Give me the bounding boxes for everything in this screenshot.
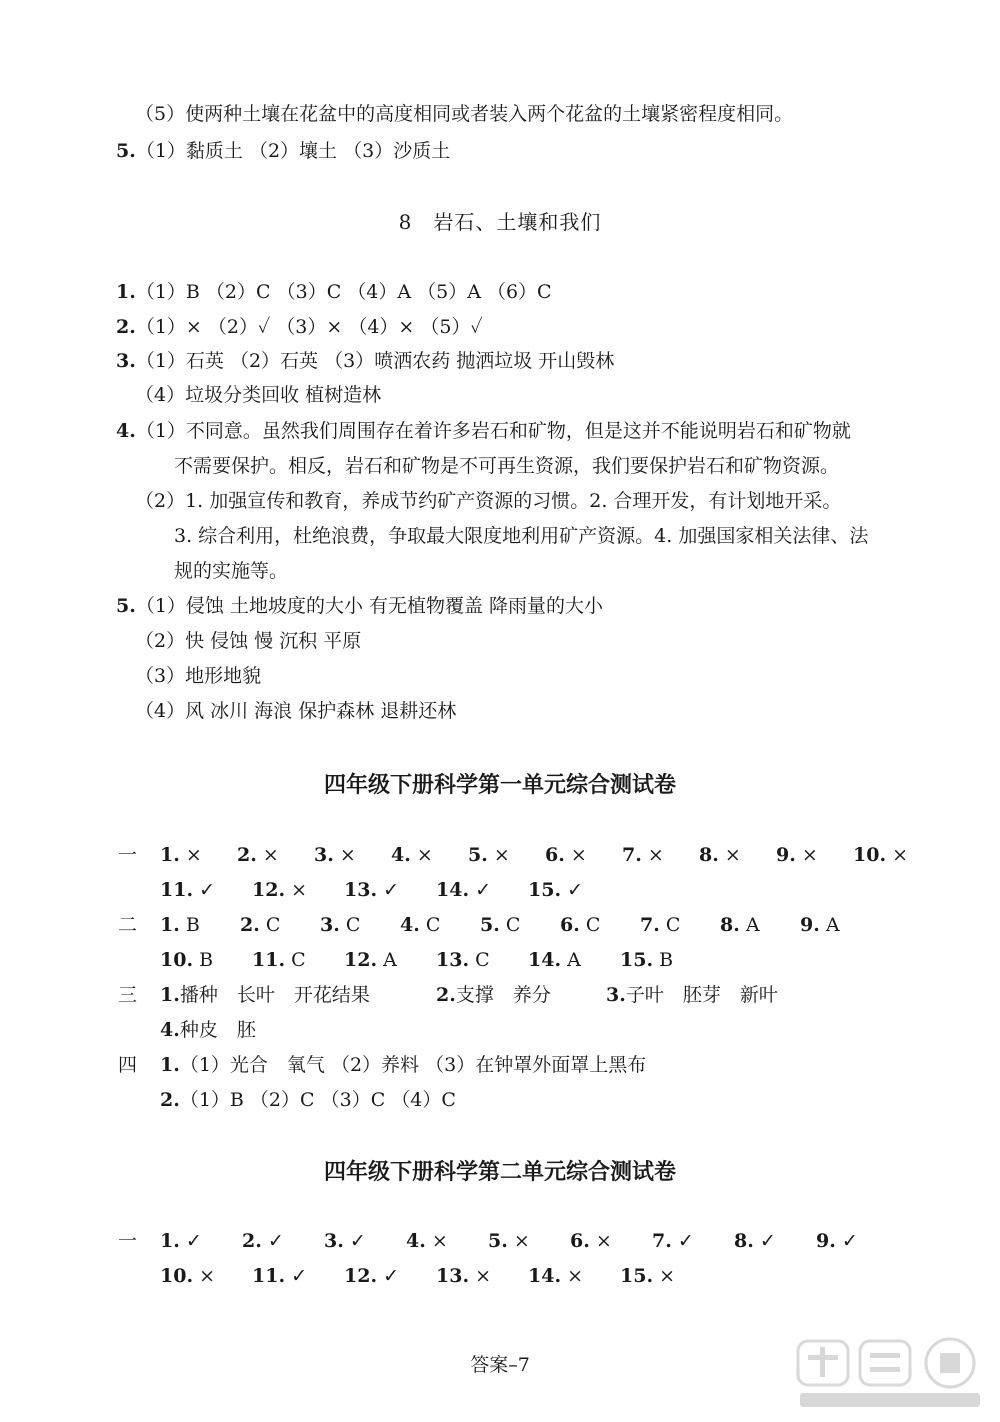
answer-item	[436, 982, 551, 1008]
answer-mark: C	[475, 949, 490, 971]
answer-item	[160, 842, 202, 868]
answer-line: （5）使两种土壤在花盆中的高度相同或者装入两个花盆的土壤紧密程度相同。	[135, 103, 794, 125]
answer-line: 规的实施等。	[174, 560, 289, 582]
question-number: 6.	[570, 1230, 590, 1252]
question-number: 6.	[560, 914, 580, 936]
question-number: 5.	[480, 914, 500, 936]
answer-line	[116, 418, 851, 444]
question-number: 1.	[160, 984, 180, 1006]
question-number: 13.	[436, 949, 470, 971]
answer-item	[800, 912, 840, 938]
question-number: 4.	[116, 420, 136, 442]
answer-item	[699, 842, 741, 868]
answer-item	[480, 912, 520, 938]
answer-mark: ×	[595, 1230, 612, 1252]
answer-mark: ×	[513, 1230, 530, 1252]
part-label: 二	[118, 914, 138, 936]
question-number: 13.	[436, 1265, 470, 1287]
question-number: 1.	[160, 914, 180, 936]
question-number: 10.	[853, 844, 887, 866]
watermark-logo	[790, 1335, 990, 1415]
part-label: 四	[118, 1054, 138, 1076]
answer-mark: ✓	[383, 1265, 399, 1287]
question-number: 15.	[620, 1265, 654, 1287]
answer-item	[160, 877, 215, 903]
answer-item	[252, 947, 306, 973]
answer-text: （1）B （2）C （3）C （4）A （5）A （6）C	[135, 281, 552, 303]
answer-line: （4）垃圾分类回收 植树造林	[135, 384, 382, 406]
answer-item	[528, 877, 583, 903]
part-label: 一	[118, 1230, 138, 1252]
answer-mark: ×	[416, 844, 433, 866]
answer-mark: ×	[567, 1265, 583, 1287]
answer-line	[116, 279, 552, 305]
page-number: 答案–7	[470, 1354, 530, 1376]
answer-item	[640, 912, 680, 938]
part-label: 一	[118, 844, 138, 866]
answer-item	[853, 842, 908, 868]
answer-item	[776, 842, 818, 868]
question-number: 3.	[116, 350, 136, 372]
question-number: 6.	[545, 844, 565, 866]
answer-item	[240, 912, 280, 938]
answer-mark: ×	[185, 844, 202, 866]
answer-mark: ×	[892, 844, 908, 866]
test-title: 四年级下册科学第二单元综合测试卷	[323, 1159, 676, 1185]
answer-item	[160, 947, 213, 973]
answer-item	[620, 947, 673, 973]
question-number: 14.	[528, 949, 562, 971]
answer-text: （1）光合 氧气 （2）养料 （3）在钟罩外面罩上黑布	[179, 1054, 647, 1076]
answer-item	[652, 1228, 694, 1254]
answer-item	[528, 947, 581, 973]
answer-item	[570, 1228, 612, 1254]
answer-line: 不需要保护。相反，岩石和矿物是不可再生资源，我们要保护岩石和矿物资源。	[174, 455, 840, 477]
question-number: 12.	[344, 1265, 378, 1287]
answer-item	[436, 947, 490, 973]
question-number: 9.	[800, 914, 820, 936]
answer-mark: B	[185, 914, 200, 936]
answer-mark: ×	[493, 844, 510, 866]
answer-item	[237, 842, 279, 868]
test-title: 四年级下册科学第一单元综合测试卷	[323, 772, 676, 798]
question-number: 10.	[160, 949, 194, 971]
answer-item	[620, 1263, 675, 1289]
answer-text: （1）侵蚀 土地坡度的大小 有无植物覆盖 降雨量的大小	[135, 595, 604, 617]
question-number: 1.	[160, 1054, 180, 1076]
answer-item	[160, 912, 200, 938]
answer-mark: A	[825, 914, 840, 936]
question-number: 14.	[436, 879, 470, 901]
question-number: 3.	[606, 984, 626, 1006]
question-number: 15.	[620, 949, 654, 971]
answer-line	[116, 348, 614, 374]
answer-item	[436, 877, 491, 903]
question-number: 1.	[116, 281, 136, 303]
answer-item	[160, 1228, 202, 1254]
answer-text: 支撑 养分	[455, 984, 551, 1006]
question-number: 7.	[652, 1230, 672, 1252]
answer-mark: ✓	[841, 1230, 858, 1252]
answer-mark: ×	[570, 844, 587, 866]
answer-line: （3）地形地貌	[135, 665, 262, 687]
answer-item	[160, 1052, 646, 1078]
answer-mark: ✓	[567, 879, 583, 901]
answer-text: （1）石英 （2）石英 （3）喷洒农药 抛洒垃圾 开山毁林	[135, 350, 615, 372]
answer-mark: C	[345, 914, 361, 936]
answer-mark: ×	[262, 844, 279, 866]
question-number: 3.	[324, 1230, 344, 1252]
answer-item	[344, 947, 397, 973]
answer-item	[160, 1263, 215, 1289]
answer-item	[406, 1228, 448, 1254]
answer-mark: ✓	[291, 1265, 307, 1287]
question-number: 2.	[242, 1230, 262, 1252]
answer-mark: ×	[801, 844, 818, 866]
answer-mark: C	[505, 914, 521, 936]
answer-line	[116, 593, 603, 619]
question-number: 3.	[314, 844, 334, 866]
answer-item	[734, 1228, 776, 1254]
answer-item	[468, 842, 510, 868]
answer-mark: B	[659, 949, 674, 971]
answer-mark: ×	[724, 844, 741, 866]
answer-mark: C	[585, 914, 601, 936]
question-number: 8.	[734, 1230, 754, 1252]
question-number: 11.	[252, 949, 286, 971]
answer-text: （1）黏质土 （2）壤土 （3）沙质土	[135, 140, 451, 162]
answer-mark: ×	[291, 879, 307, 901]
answer-line: （2）快 侵蚀 慢 沉积 平原	[135, 630, 362, 652]
answer-item	[816, 1228, 858, 1254]
question-number: 7.	[622, 844, 642, 866]
answer-item	[324, 1228, 366, 1254]
answer-text: （1）× （2）✓ （3）× （4）× （5）✓	[135, 316, 483, 338]
question-number: 9.	[816, 1230, 836, 1252]
question-number: 13.	[344, 879, 378, 901]
answer-line	[116, 138, 450, 164]
answer-mark: ✓	[185, 1230, 202, 1252]
answer-line: 3. 综合利用，杜绝浪费，争取最大限度地利用矿产资源。4. 加强国家相关法律、法	[174, 525, 869, 547]
question-number: 11.	[160, 879, 194, 901]
question-number: 5.	[116, 595, 136, 617]
question-number: 10.	[160, 1265, 194, 1287]
answer-line	[116, 314, 483, 340]
answer-mark: A	[383, 949, 397, 971]
answer-text: 种皮 胚	[179, 1019, 256, 1041]
answer-mark: C	[291, 949, 306, 971]
answer-item	[252, 877, 307, 903]
question-number: 9.	[776, 844, 796, 866]
answer-item	[242, 1228, 284, 1254]
question-number: 4.	[406, 1230, 426, 1252]
question-number: 15.	[528, 879, 562, 901]
answer-mark: ×	[659, 1265, 675, 1287]
question-number: 2.	[237, 844, 257, 866]
answer-item	[344, 877, 399, 903]
answer-item	[320, 912, 360, 938]
answer-item	[160, 1017, 256, 1043]
answer-mark: C	[665, 914, 681, 936]
question-number: 11.	[252, 1265, 286, 1287]
answer-item	[560, 912, 600, 938]
question-number: 5.	[116, 140, 136, 162]
answer-mark: ×	[199, 1265, 215, 1287]
question-number: 8.	[699, 844, 719, 866]
section-title: 8 岩石、土壤和我们	[398, 210, 602, 234]
answer-mark: ×	[475, 1265, 491, 1287]
answer-item	[528, 1263, 583, 1289]
answer-mark: ✓	[349, 1230, 366, 1252]
answer-item	[160, 1087, 456, 1113]
answer-text: 播种 长叶 开花结果	[179, 984, 370, 1006]
answer-mark: A	[745, 914, 760, 936]
part-label: 三	[118, 984, 138, 1006]
answer-mark: ✓	[759, 1230, 776, 1252]
question-number: 8.	[720, 914, 740, 936]
answer-item	[391, 842, 433, 868]
answer-mark: ✓	[267, 1230, 284, 1252]
answer-mark: C	[425, 914, 441, 936]
answer-mark: C	[265, 914, 281, 936]
answer-mark: A	[567, 949, 581, 971]
answer-line: （2）1. 加强宣传和教育，养成节约矿产资源的习惯。2. 合理开发，有计划地开采。	[135, 490, 842, 512]
question-number: 3.	[320, 914, 340, 936]
answer-mark: ×	[647, 844, 664, 866]
answer-item	[545, 842, 587, 868]
question-number: 2.	[436, 984, 456, 1006]
answer-mark: ×	[431, 1230, 448, 1252]
answer-item	[606, 982, 778, 1008]
answer-item	[252, 1263, 307, 1289]
answer-item	[488, 1228, 530, 1254]
question-number: 2.	[116, 316, 136, 338]
answer-mark: ✓	[383, 879, 399, 901]
answer-text: （1）B （2）C （3）C （4）C	[179, 1089, 456, 1111]
question-number: 1.	[160, 844, 180, 866]
question-number: 7.	[640, 914, 660, 936]
question-number: 1.	[160, 1230, 180, 1252]
answer-line: （4）风 冰川 海浪 保护森林 退耕还林	[135, 700, 457, 722]
question-number: 12.	[252, 879, 286, 901]
answer-item	[160, 982, 370, 1008]
answer-item	[400, 912, 440, 938]
question-number: 14.	[528, 1265, 562, 1287]
answer-item	[622, 842, 664, 868]
question-number: 5.	[488, 1230, 508, 1252]
answer-item	[436, 1263, 491, 1289]
question-number: 5.	[468, 844, 488, 866]
question-number: 2.	[240, 914, 260, 936]
answer-item	[314, 842, 356, 868]
answer-text: （1）不同意。虽然我们周围存在着许多岩石和矿物，但是这并不能说明岩石和矿物就	[135, 420, 851, 442]
question-number: 2.	[160, 1089, 180, 1111]
answer-mark: B	[199, 949, 214, 971]
answer-mark: ×	[339, 844, 356, 866]
question-number: 4.	[400, 914, 420, 936]
answer-item	[720, 912, 760, 938]
question-number: 4.	[391, 844, 411, 866]
question-number: 12.	[344, 949, 378, 971]
answer-mark: ✓	[475, 879, 491, 901]
answer-text: 子叶 胚芽 新叶	[625, 984, 778, 1006]
answer-item	[344, 1263, 399, 1289]
answer-mark: ✓	[199, 879, 215, 901]
answer-mark: ✓	[677, 1230, 694, 1252]
question-number: 4.	[160, 1019, 180, 1041]
